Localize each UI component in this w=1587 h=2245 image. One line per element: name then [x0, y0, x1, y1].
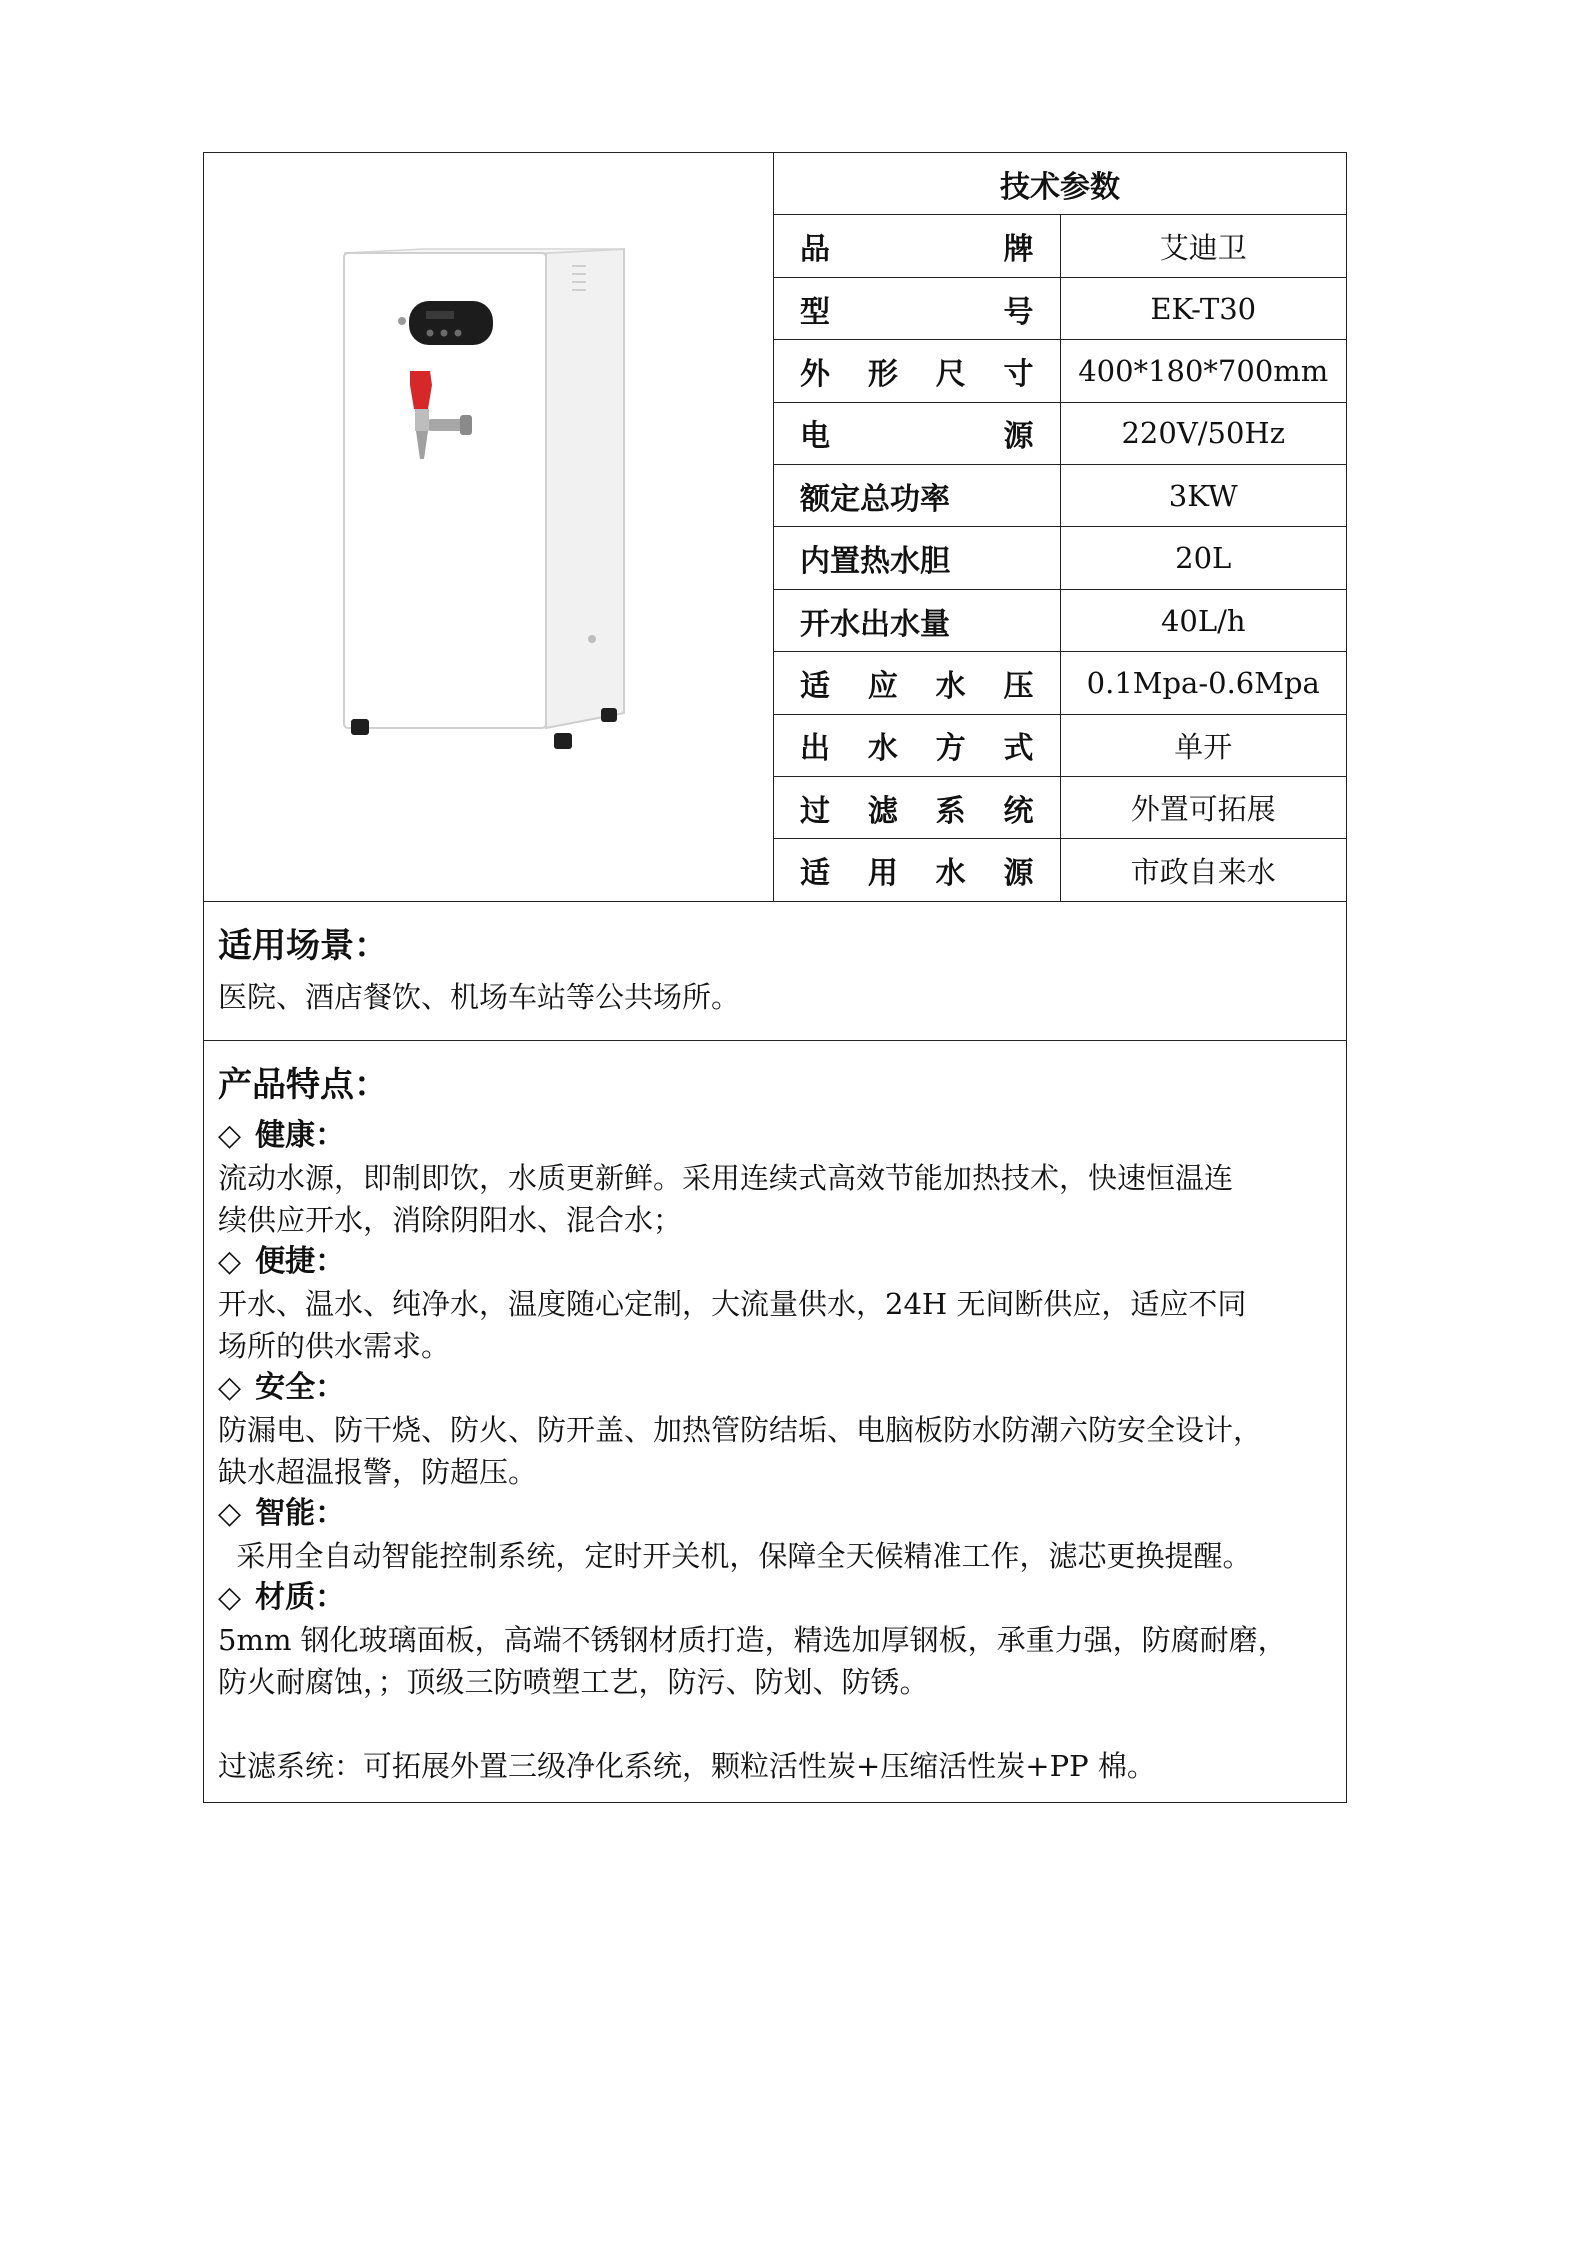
- spec-label-char: 统: [1003, 793, 1034, 829]
- spec-value: 400*180*700mm: [1060, 340, 1347, 402]
- diamond-icon: ◇: [218, 1496, 242, 1531]
- features-heading: 产品特点：: [218, 1065, 388, 1105]
- spec-label-char: 源: [1003, 419, 1034, 455]
- spec-label-char: 水: [935, 856, 966, 892]
- spec-label: [774, 714, 1061, 776]
- spec-value: 0.1Mpa-0.6Mpa: [1060, 652, 1347, 714]
- feature-text-line: 防漏电、防干烧、防火、防开盖、加热管防结垢、电脑板防水防潮六防安全设计，: [218, 1413, 1263, 1447]
- scene-section: [203, 902, 1347, 1041]
- feature-text-line: 防火耐腐蚀，；顶级三防喷塑工艺，防污、防划、防锈。: [218, 1665, 929, 1699]
- spec-label-char: 出: [800, 731, 830, 767]
- spec-label-char: 牌: [1003, 232, 1034, 268]
- feature-heading: [218, 1115, 1332, 1157]
- spec-label: [774, 777, 1061, 839]
- spec-label-char: 型: [800, 294, 830, 330]
- spec-label-char: 水: [867, 731, 898, 767]
- spec-label-char: 系: [935, 793, 966, 829]
- spec-label-char: 品: [800, 232, 830, 268]
- diamond-icon: ◇: [218, 1244, 242, 1279]
- spec-value: 40L/h: [1060, 589, 1347, 651]
- product-image: [204, 153, 773, 901]
- spec-label: [774, 277, 1061, 339]
- spec-label-char: 开水出水量: [800, 606, 950, 642]
- product-image-cell: [204, 153, 774, 902]
- feature-heading: [218, 1241, 1332, 1283]
- spec-label-char: 水: [935, 668, 966, 704]
- tap-handle: [410, 371, 432, 409]
- display-panel: [409, 301, 493, 345]
- filter-note: 过滤系统：可拓展外置三级净化系统，颗粒活性炭+压缩活性炭+PP 棉。: [218, 1749, 1156, 1783]
- spec-label: [774, 340, 1061, 402]
- spec-label-char: 适: [800, 668, 830, 704]
- spec-label: [774, 652, 1061, 714]
- feature-text-line: 5mm 钢化玻璃面板，高端不锈钢材质打造，精选加厚钢板，承重力强，防腐耐磨，: [218, 1623, 1287, 1657]
- diamond-icon: ◇: [218, 1118, 242, 1153]
- spec-label-char: 方: [935, 731, 966, 767]
- scene-text: 医院、酒店餐饮、机场车站等公共场所。: [218, 980, 741, 1014]
- spec-value: 外置可拓展: [1060, 777, 1347, 839]
- spec-value: 220V/50Hz: [1060, 402, 1347, 464]
- spec-label-char: 适: [800, 856, 830, 892]
- spec-label-char: 形: [867, 356, 898, 392]
- feature-title: 安全：: [255, 1370, 346, 1405]
- spec-title: 技术参数: [774, 153, 1347, 215]
- spec-label-char: 过: [800, 793, 830, 829]
- spec-label: [774, 527, 1061, 589]
- spec-label: [774, 589, 1061, 651]
- feature-text-line: 缺水超温报警，防超压。: [218, 1455, 538, 1489]
- spec-label-char: 压: [1003, 668, 1034, 704]
- feature-text-line: 开水、温水、纯净水，温度随心定制，大流量供水，24H 无间断供应，适应不同: [218, 1287, 1247, 1321]
- feature-text-line: 采用全自动智能控制系统，定时开关机，保障全天候精准工作，滤芯更换提醒。: [218, 1539, 1252, 1573]
- spec-label: [774, 465, 1061, 527]
- feature-title: 便捷：: [255, 1244, 346, 1279]
- diamond-icon: ◇: [218, 1370, 242, 1405]
- spec-label-char: 电: [800, 419, 830, 455]
- feature-text-line: 场所的供水需求。: [218, 1329, 451, 1363]
- spec-label-char: 尺: [935, 356, 966, 392]
- spec-label-char: 用: [867, 856, 898, 892]
- spec-label-char: 寸: [1003, 356, 1034, 392]
- feature-heading: [218, 1577, 1332, 1619]
- spec-label-char: 源: [1003, 856, 1034, 892]
- feature-title: 材质：: [255, 1580, 346, 1615]
- spec-label-char: 内置热水胆: [800, 544, 950, 580]
- spec-table: [203, 152, 1347, 902]
- spec-label: [774, 402, 1061, 464]
- spec-label-char: 外: [800, 356, 830, 392]
- document-page: [203, 152, 1347, 1803]
- spec-label-char: 应: [867, 668, 898, 704]
- spec-value: 市政自来水: [1060, 839, 1347, 902]
- feature-heading: [218, 1367, 1332, 1409]
- feature-text-line: 续供应开水，消除阴阳水、混合水；: [218, 1203, 683, 1237]
- spec-label-char: 号: [1003, 294, 1034, 330]
- scene-heading: 适用场景：: [218, 926, 388, 966]
- spec-label-char: 滤: [867, 793, 898, 829]
- feature-text-line: 流动水源，即制即饮，水质更新鲜。采用连续式高效节能加热技术，快速恒温连: [218, 1161, 1234, 1195]
- spec-value: EK-T30: [1060, 277, 1347, 339]
- spec-value: 20L: [1060, 527, 1347, 589]
- feature-title: 智能：: [255, 1496, 346, 1531]
- spec-value: 艾迪卫: [1060, 215, 1347, 277]
- spec-label: [774, 839, 1061, 902]
- spec-value: 单开: [1060, 714, 1347, 776]
- features-section: [203, 1041, 1347, 1803]
- feature-heading: [218, 1493, 1332, 1535]
- spec-label: [774, 215, 1061, 277]
- spec-label-char: 额定总功率: [800, 481, 950, 517]
- feature-title: 健康：: [255, 1118, 346, 1153]
- spec-label-char: 式: [1003, 731, 1034, 767]
- feature-list: [218, 1115, 1332, 1703]
- diamond-icon: ◇: [218, 1580, 242, 1615]
- spec-value: 3KW: [1060, 465, 1347, 527]
